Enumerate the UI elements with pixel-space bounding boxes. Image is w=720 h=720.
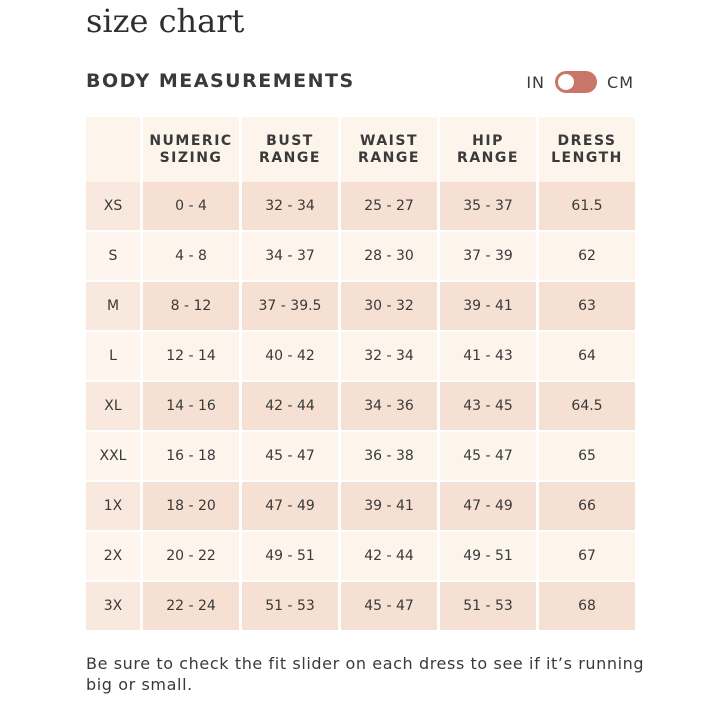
unit-label-in[interactable]: IN xyxy=(526,72,546,92)
numeric-sizing-cell: 8 - 12 xyxy=(143,282,239,332)
unit-switch[interactable] xyxy=(555,71,597,93)
header-line: SIZING xyxy=(159,149,223,166)
header-waist-range xyxy=(341,117,437,182)
waist-range-cell: 25 - 27 xyxy=(341,182,437,232)
table-row xyxy=(86,532,635,582)
numeric-sizing-cell: 18 - 20 xyxy=(143,482,239,532)
size-cell: XL xyxy=(86,382,140,432)
table-header-row xyxy=(86,117,635,182)
header-line: HIP xyxy=(472,132,504,149)
hip-range-cell: 39 - 41 xyxy=(440,282,536,332)
fit-slider-note: Be sure to check the fit slider on each dress to see if it’s running big or small. xyxy=(86,654,645,694)
hip-range-cell: 47 - 49 xyxy=(440,482,536,532)
waist-range-cell: 39 - 41 xyxy=(341,482,437,532)
header-line: BUST xyxy=(266,132,314,149)
dress-length-cell: 66 xyxy=(539,482,635,532)
dress-length-cell: 68 xyxy=(539,582,635,632)
table-row xyxy=(86,232,635,282)
dress-length-cell: 65 xyxy=(539,432,635,482)
bust-range-cell: 37 - 39.5 xyxy=(242,282,338,332)
switch-knob xyxy=(558,74,574,90)
waist-range-cell: 32 - 34 xyxy=(341,332,437,382)
hip-range-cell: 35 - 37 xyxy=(440,182,536,232)
dress-length-cell: 64 xyxy=(539,332,635,382)
size-cell: XS xyxy=(86,182,140,232)
dress-length-cell: 63 xyxy=(539,282,635,332)
size-cell: L xyxy=(86,332,140,382)
header-numeric-sizing xyxy=(143,117,239,182)
bust-range-cell: 51 - 53 xyxy=(242,582,338,632)
hip-range-cell: 51 - 53 xyxy=(440,582,536,632)
header-size-corner xyxy=(86,117,140,182)
size-cell: M xyxy=(86,282,140,332)
waist-range-cell: 28 - 30 xyxy=(341,232,437,282)
hip-range-cell: 41 - 43 xyxy=(440,332,536,382)
hip-range-cell: 49 - 51 xyxy=(440,532,536,582)
dress-length-cell: 61.5 xyxy=(539,182,635,232)
header-dress-length xyxy=(539,117,635,182)
size-cell: 2X xyxy=(86,532,140,582)
header-line: DRESS xyxy=(557,132,617,149)
waist-range-cell: 34 - 36 xyxy=(341,382,437,432)
waist-range-cell: 42 - 44 xyxy=(341,532,437,582)
bust-range-cell: 45 - 47 xyxy=(242,432,338,482)
dress-length-cell: 64.5 xyxy=(539,382,635,432)
header-line: RANGE xyxy=(259,149,321,166)
bust-range-cell: 32 - 34 xyxy=(242,182,338,232)
dress-length-cell: 62 xyxy=(539,232,635,282)
bust-range-cell: 42 - 44 xyxy=(242,382,338,432)
section-heading: BODY MEASUREMENTS xyxy=(86,70,355,92)
table-row xyxy=(86,382,635,432)
size-cell: S xyxy=(86,232,140,282)
header-line: WAIST xyxy=(360,132,418,149)
numeric-sizing-cell: 16 - 18 xyxy=(143,432,239,482)
numeric-sizing-cell: 0 - 4 xyxy=(143,182,239,232)
numeric-sizing-cell: 14 - 16 xyxy=(143,382,239,432)
size-cell: 1X xyxy=(86,482,140,532)
bust-range-cell: 34 - 37 xyxy=(242,232,338,282)
waist-range-cell: 30 - 32 xyxy=(341,282,437,332)
numeric-sizing-cell: 4 - 8 xyxy=(143,232,239,282)
table-row xyxy=(86,432,635,482)
hip-range-cell: 43 - 45 xyxy=(440,382,536,432)
waist-range-cell: 45 - 47 xyxy=(341,582,437,632)
header-line: RANGE xyxy=(358,149,420,166)
page-title: size chart xyxy=(86,2,245,40)
dress-length-cell: 67 xyxy=(539,532,635,582)
waist-range-cell: 36 - 38 xyxy=(341,432,437,482)
hip-range-cell: 37 - 39 xyxy=(440,232,536,282)
header-line: RANGE xyxy=(457,149,519,166)
unit-toggle xyxy=(526,70,634,94)
header-hip-range xyxy=(440,117,536,182)
header-bust-range xyxy=(242,117,338,182)
table-row xyxy=(86,332,635,382)
table-row xyxy=(86,282,635,332)
size-cell: 3X xyxy=(86,582,140,632)
size-table xyxy=(83,117,638,632)
numeric-sizing-cell: 12 - 14 xyxy=(143,332,239,382)
bust-range-cell: 40 - 42 xyxy=(242,332,338,382)
table-row xyxy=(86,182,635,232)
header-line: NUMERIC xyxy=(149,132,233,149)
numeric-sizing-cell: 20 - 22 xyxy=(143,532,239,582)
hip-range-cell: 45 - 47 xyxy=(440,432,536,482)
unit-label-cm[interactable]: CM xyxy=(607,72,634,92)
numeric-sizing-cell: 22 - 24 xyxy=(143,582,239,632)
bust-range-cell: 47 - 49 xyxy=(242,482,338,532)
table-row xyxy=(86,482,635,532)
size-cell: XXL xyxy=(86,432,140,482)
header-line: LENGTH xyxy=(551,149,623,166)
table-row xyxy=(86,582,635,632)
bust-range-cell: 49 - 51 xyxy=(242,532,338,582)
